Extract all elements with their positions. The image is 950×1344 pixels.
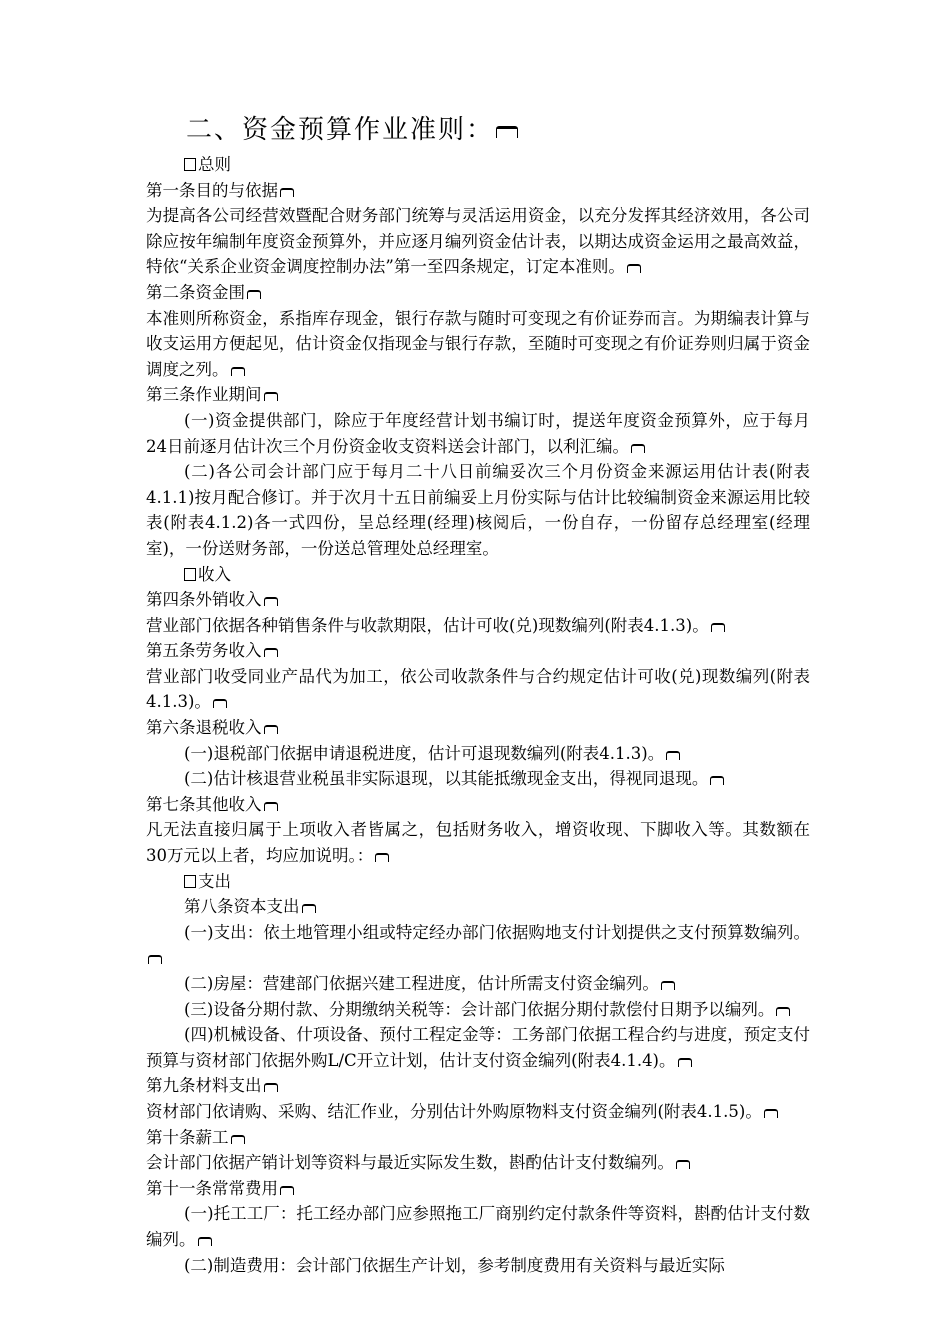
paragraph-mark-icon <box>264 802 278 811</box>
article-heading <box>146 280 810 306</box>
text-content: 总则 <box>198 155 231 174</box>
article-heading <box>146 178 810 204</box>
text-content: 第二条资金围 <box>146 282 245 302</box>
section-heading <box>146 869 810 895</box>
text-content: (一)退税部门依据申请退税进度，估计可退现数编列(附表4.1.3)。 <box>184 743 665 763</box>
text-content: 为提高各公司经营效暨配合财务部门统筹与灵活运用资金，以充分发挥其经济效用，各公司除应按年编制年度资金预算外，并应逐月编列资金估计表，以期达成资金运用之最高效益，特依“关系企业资金调度控制办法”第一至四条规定，订定本准则。 <box>146 206 810 277</box>
text-content: 第三条作业期间 <box>146 385 262 405</box>
paragraph-mark-icon <box>264 392 278 401</box>
paragraph-mark-icon <box>231 367 245 376</box>
paragraph <box>146 766 810 792</box>
paragraph <box>146 971 810 997</box>
text-content: (一)托工工厂：托工经办部门应参照拖工厂商别约定付款条件等资料，斟酌估计支付数编列。 <box>146 1204 810 1249</box>
paragraph-mark-icon <box>264 648 278 657</box>
article-heading <box>146 1176 810 1202</box>
paragraph-mark-icon <box>711 623 725 632</box>
paragraph <box>146 741 810 767</box>
document-body <box>146 112 810 1278</box>
text-content: 第十条薪工 <box>146 1127 229 1147</box>
paragraph <box>146 1099 810 1125</box>
paragraph-mark-icon <box>627 264 641 273</box>
article-heading <box>146 1125 810 1151</box>
text-content: (三)设备分期付款、分期缴纳关税等：会计部门依据分期付款偿付日期予以编列。 <box>184 999 775 1019</box>
paragraph <box>146 1150 810 1176</box>
text-content: 支出 <box>198 871 231 891</box>
text-content: 第六条退税收入 <box>146 718 262 738</box>
paragraph <box>146 1022 810 1073</box>
paragraph-mark-icon <box>148 955 162 964</box>
article-heading <box>146 1073 810 1099</box>
paragraph-mark-icon <box>676 1160 690 1169</box>
article-heading <box>146 715 810 741</box>
paragraph <box>146 1201 810 1252</box>
text-content: 第十一条常常费用 <box>146 1178 278 1198</box>
text-content: 凡无法直接归属于上项收入者皆属之，包括财务收入，增资收现、下脚收入等。其数额在30万元以上者，均应加说明。： <box>146 820 810 866</box>
text-content: 营业部门收受同业产品代为加工，依公司收款条件与合约规定估计可收(兑)现数编列(附表4.1.3)。 <box>146 666 810 712</box>
article-heading <box>146 638 810 664</box>
text-content: (四)机械设备、什项设备、预付工程定金等：工务部门依据工程合约与进度，预定支付预算与资材部门依据外购L/C开立计划，估计支付资金编列(附表4.1.4)。 <box>146 1025 810 1070</box>
section-heading <box>146 562 810 588</box>
paragraph-mark-icon <box>776 1007 790 1016</box>
paragraph-mark-icon <box>264 725 278 734</box>
checkbox-square-icon <box>184 158 196 171</box>
text-content: (二)各公司会计部门应于每月二十八日前编妥次三个月份资金来源运用估计表(附表4.1.1)按月配合修订。并于次月十五日前编妥上月份实际与估计比较编制资金来源运用比较表(附表4.1.2)各一式四份，呈总经理(经理)核阅后，一份自存，一份留存总经理室(经理室)，一份送财务部，一份送总管理处总经理室。 <box>146 462 810 558</box>
paragraph <box>146 817 810 868</box>
checkbox-square-icon <box>184 875 196 888</box>
text-content: 第七条其他收入 <box>146 794 262 814</box>
paragraph-mark-icon <box>198 1237 212 1246</box>
text-content: (一)支出：依土地管理小组或特定经办部门依据购地支付计划提供之支付预算数编列。 <box>184 922 810 942</box>
paragraph <box>146 306 810 383</box>
article-heading <box>146 894 810 920</box>
paragraph-mark-icon <box>302 904 316 913</box>
text-content: 资材部门依请购、采购、结汇作业，分别估计外购原物料支付资金编列(附表4.1.5)。 <box>146 1101 762 1121</box>
page-title <box>146 112 810 148</box>
text-content: (二)制造费用：会计部门依据生产计划，参考制度费用有关资料与最近实际 <box>184 1255 725 1275</box>
article-heading <box>146 382 810 408</box>
text-content: 会计部门依据产销计划等资料与最近实际发生数，斟酌估计支付数编列。 <box>146 1153 674 1173</box>
paragraph <box>146 664 810 715</box>
text-content: 营业部门依据各种销售条件与收款期限，估计可收(兑)现数编列(附表4.1.3)。 <box>146 615 709 635</box>
paragraph <box>146 203 810 280</box>
paragraph <box>146 1253 810 1279</box>
paragraph-mark-icon <box>496 126 518 138</box>
paragraph-mark-icon <box>678 1058 692 1067</box>
article-heading <box>146 792 810 818</box>
checkbox-square-icon <box>184 568 196 581</box>
paragraph-mark-icon <box>661 981 675 990</box>
paragraph <box>146 997 810 1023</box>
paragraph-mark-icon <box>666 751 680 760</box>
paragraph-mark-icon <box>231 1135 245 1144</box>
section-heading <box>146 152 810 178</box>
text-content: 收入 <box>198 564 231 584</box>
paragraph <box>146 459 810 561</box>
text-content: (二)房屋：营建部门依据兴建工程进度，估计所需支付资金编列。 <box>184 974 659 993</box>
text-content: 第四条外销收入 <box>146 590 262 610</box>
paragraph-mark-icon <box>710 776 724 785</box>
article-heading <box>146 587 810 613</box>
paragraph-mark-icon <box>375 853 389 862</box>
paragraph-mark-icon <box>247 290 261 299</box>
text-content: 第一条目的与依据 <box>146 180 278 200</box>
paragraph-mark-icon <box>264 597 278 606</box>
page-title-text: 二、资金预算作业准则： <box>186 115 495 145</box>
paragraph <box>146 408 810 459</box>
paragraph-mark-icon <box>280 1186 294 1195</box>
paragraph-mark-icon <box>631 444 645 453</box>
text-content: 第八条资本支出 <box>184 897 300 917</box>
text-content: (二)估计核退营业税虽非实际退现，以其能抵缴现金支出，得视同退现。 <box>184 769 709 789</box>
paragraph-mark-icon <box>280 188 294 197</box>
text-content: (一)资金提供部门，除应于年度经营计划书编订时，提送年度资金预算外，应于每月24日前逐月估计次三个月份资金收支资料送会计部门，以利汇编。 <box>146 410 810 456</box>
text-content: 第五条劳务收入 <box>146 641 262 661</box>
text-content: 本准则所称资金，系指库存现金，银行存款与随时可变现之有价证券而言。为期编表计算与收支运用方便起见，估计资金仅指现金与银行存款，至随时可变现之有价证券则归属于资金调度之列。 <box>146 308 810 379</box>
paragraph <box>146 920 810 971</box>
paragraph-mark-icon <box>764 1109 778 1118</box>
paragraph-mark-icon <box>213 699 227 708</box>
paragraph-mark-icon <box>264 1083 278 1092</box>
paragraph <box>146 613 810 639</box>
text-content: 第九条材料支出 <box>146 1076 262 1096</box>
